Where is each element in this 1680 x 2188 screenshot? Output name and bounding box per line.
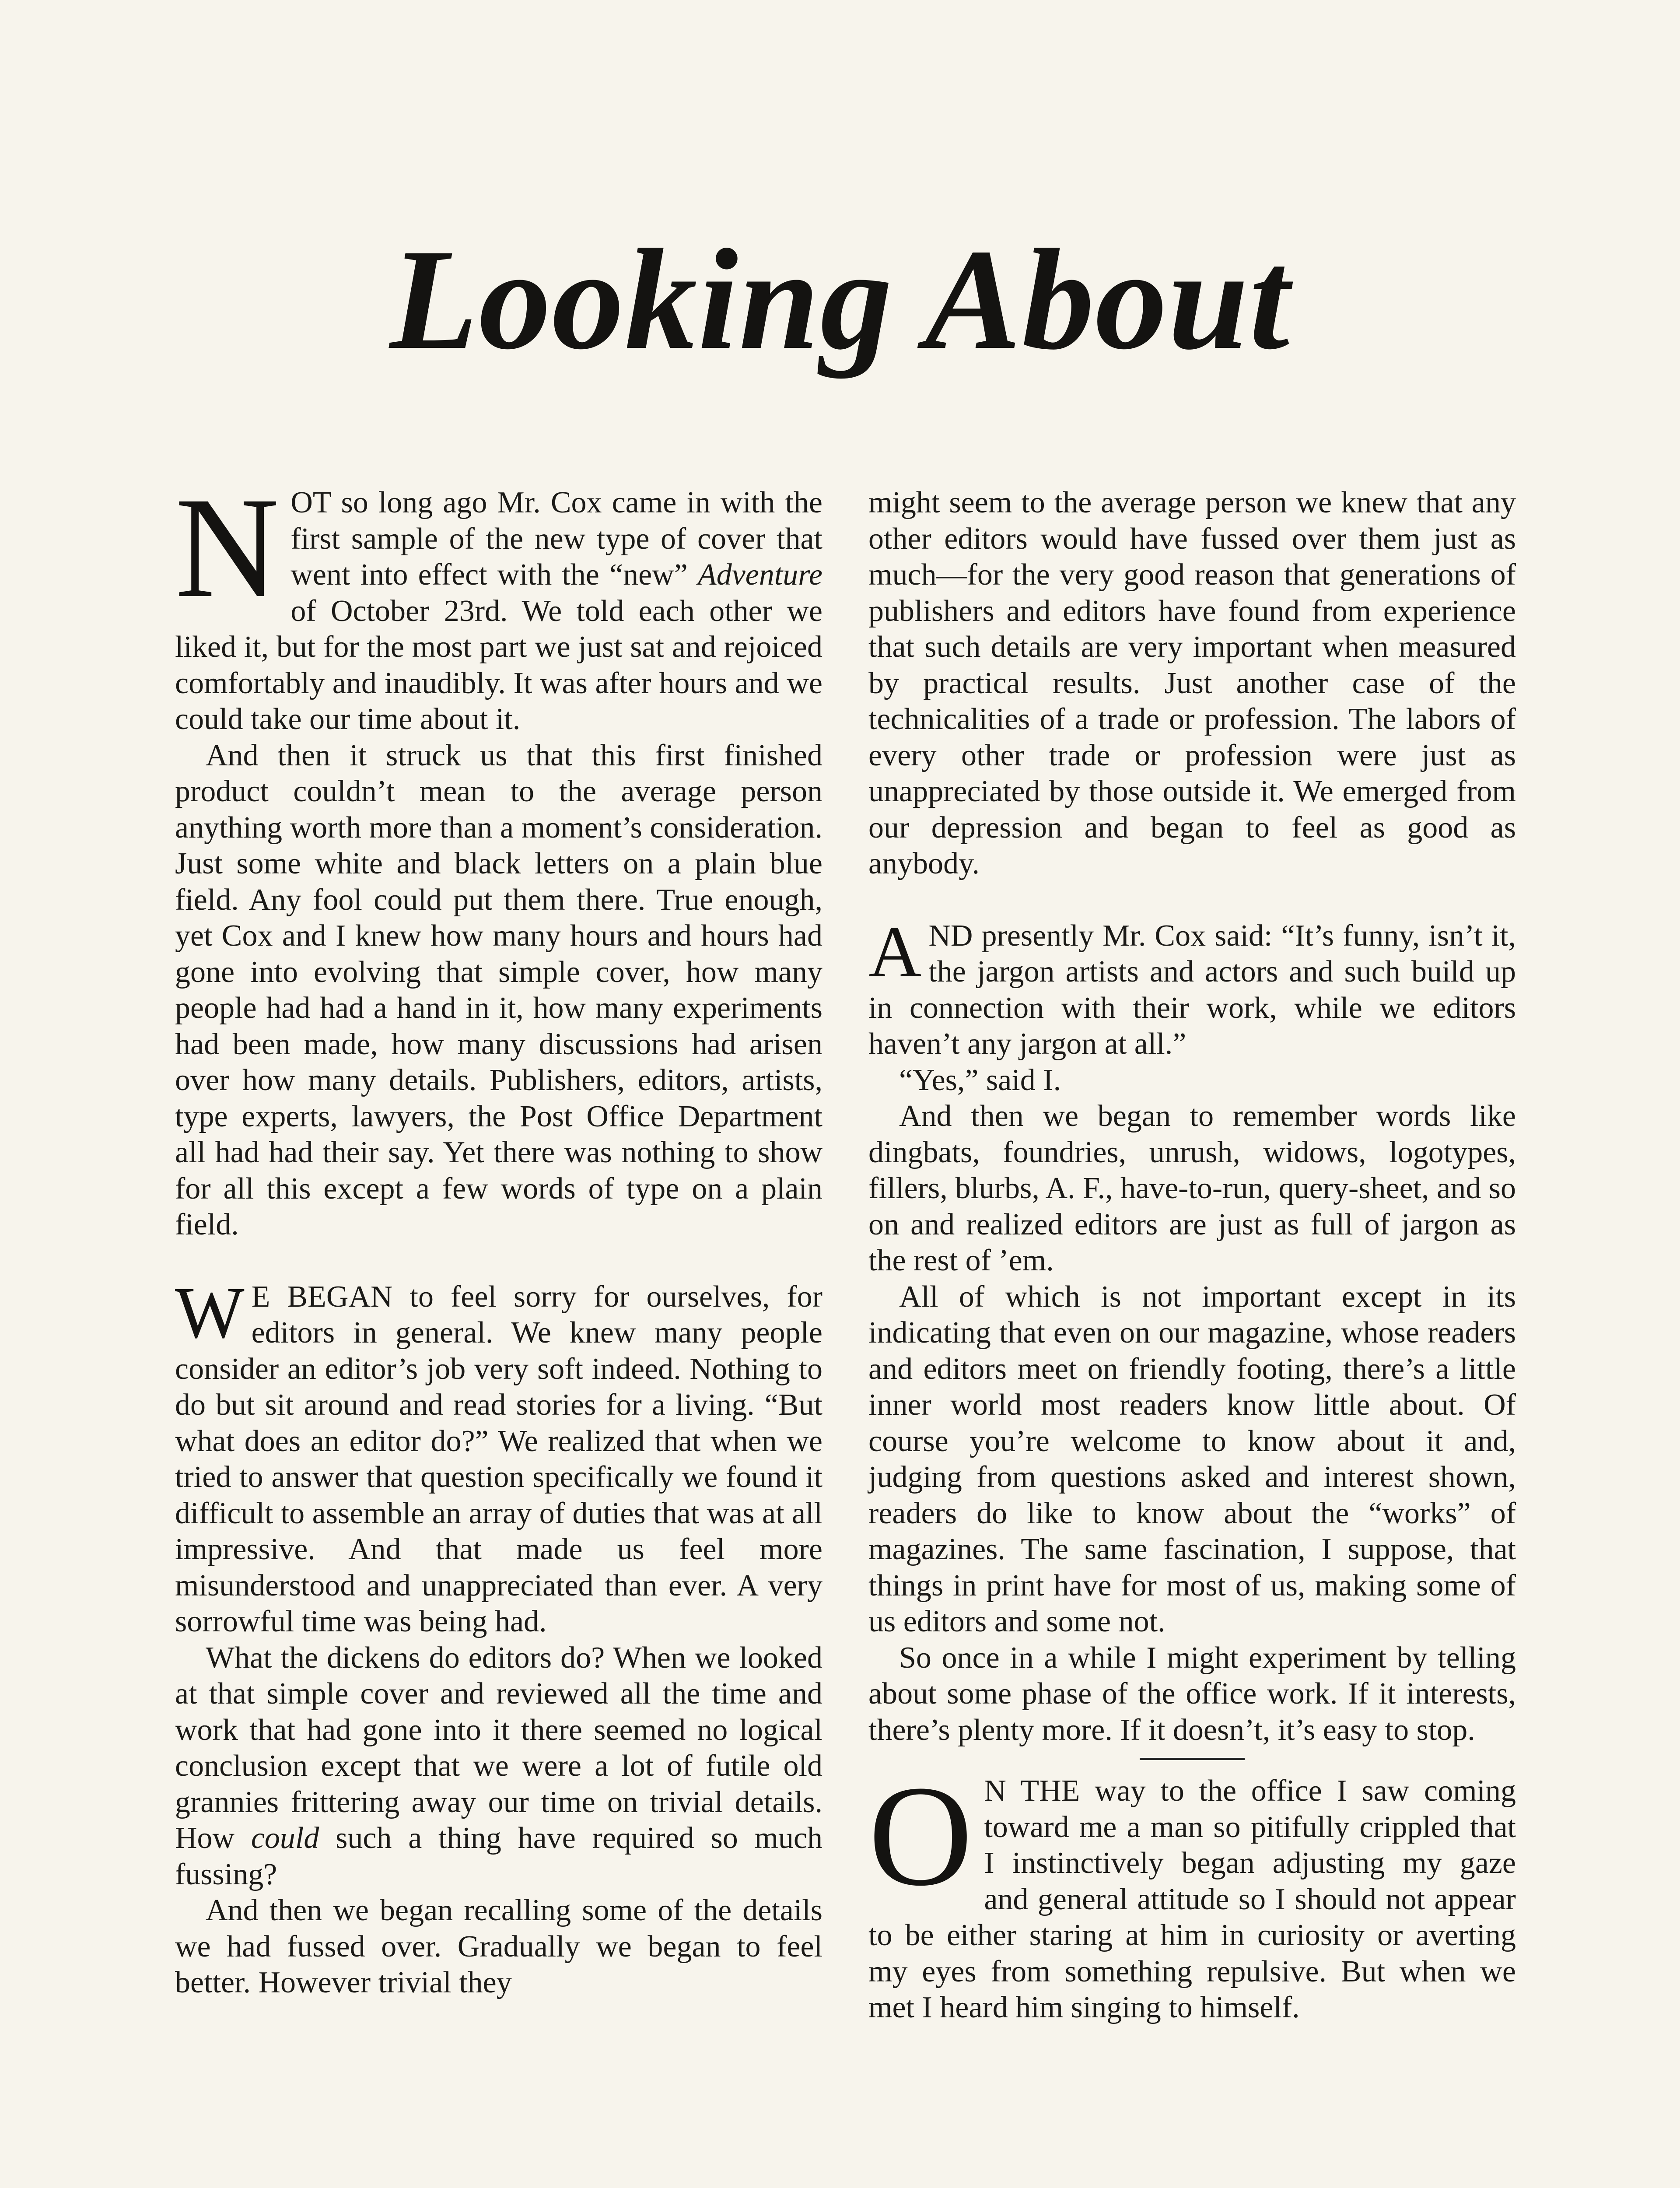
paragraph: NOT so long ago Mr. Cox came in with the first sample of the new type of cover that went into effect with the “new” Adventure of October 23rd. We told each other we liked it, but for the most part we just sat and rejoiced comfortably and inaudibly. It was after hours and we could take our time about it. (175, 468, 822, 736)
paragraph: What the dickens do editors do? When we looked at that simple cover and reviewed all the time and work that had gone into it there seemed no logical conclusion except that we were a lot of futile old grannies frittering away our time on trivial details. How could such a thing have required so much fussing? (175, 1641, 822, 1891)
paragraph: And then we began to remember words like dingbats, foundries, unrush, widows, logotypes, fillers, blurbs, A. F., have-to-run, query-sheet, and so on and realized editors are just as full of jargon as the rest of ’em. (868, 1099, 1516, 1277)
paragraph: All of which is not important except in its indicating that even on our magazine, whose readers and editors meet on friendly footing, there’s a little inner world most readers know little about. Of course you’re welcome to know about it and, judging from questions asked and interest shown, readers do like to know about the “works” of magazines. The same fascination, I suppose, that things in print have for most of us, making some of us editors and some not. (868, 1280, 1516, 1638)
section-divider (1140, 1758, 1245, 1760)
paragraph: O N THE way to the office I saw coming toward me a man so pitifully crippled that I instinctively began adjusting my gaze and general attitude so I should not appear to be either staring at him in curiosity or averting my eyes from something repulsive. But when we met I heard him singing to himself. (868, 1756, 1516, 2024)
paragraph: might seem to the average person we knew that any other editors would have fussed over them just as much—for the very good reason that generations of publishers and editors have found from experience that such details are very important when measured by practical results. Just another case of the technicalities of a trade or profession. The labors of every other trade or profession were just as unappreciated by those outside it. We emerged from our depression and began to feel as good as anybody. (868, 486, 1516, 880)
drop-cap: A (868, 911, 922, 992)
paragraph: “Yes,” said I. (899, 1063, 1061, 1097)
paragraph: AND presently Mr. Cox said: “It’s funny, isn’t it, the jargon artists and actors and such build up in connection with their work, while we editors haven’t any jargon at all.” (868, 911, 1516, 1061)
drop-cap: O (868, 1756, 973, 1916)
drop-cap: N (175, 468, 280, 628)
drop-cap: W (175, 1272, 245, 1353)
right-column (868, 485, 1516, 2026)
paragraph: W E BEGAN to feel sorry for ourselves, for editors in general. We knew many people consider an editor’s job very soft indeed. Nothing to do but sit around and read stories for a living. “But what does an editor do?” We realized that when we tried to answer that question specifically we found it difficult to assemble an array of duties that was at all impressive. And that made us feel more misunderstood and unappreciated than ever. A very sorrowful time was being had. (175, 1272, 822, 1638)
page-title: Looking About (389, 220, 1291, 379)
paragraph: And then we began recalling some of the details we had fussed over. Gradually we began to feel better. However trivial they (175, 1893, 822, 1999)
paragraph: And then it struck us that this first finished product couldn’t mean to the average person anything worth more than a moment’s consideration. Just some white and black letters on a plain blue field. Any fool could put them there. True enough, yet Cox and I knew how many hours and hours had gone into evolving that simple cover, how many people had had a hand in it, how many experiments had been made, how many discussions had arisen over how many details. Publishers, editors, artists, type experts, lawyers, the Post Office Department all had had their say. Yet there was nothing to show for all this except a few words of type on a plain field. (175, 738, 822, 1241)
left-column (175, 468, 822, 2001)
paragraph: So once in a while I might experiment by telling about some phase of the office work. If it interests, there’s plenty more. If it doesn’t, it’s easy to stop. (868, 1641, 1516, 1747)
